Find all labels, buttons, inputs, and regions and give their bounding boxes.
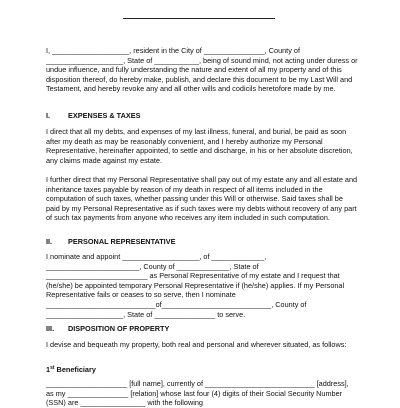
section-1-number: I. <box>46 111 51 120</box>
title-line <box>123 18 275 19</box>
beneficiary-label: Beneficiary <box>54 365 96 374</box>
section-3-text-1: I devise and bequeath my property, both real and personal and wherever situated, as follows: <box>46 340 347 349</box>
intro-paragraph <box>46 46 358 94</box>
section-3-heading <box>46 324 358 334</box>
section-3-paragraph-1 <box>46 340 358 350</box>
section-1-text-1: I direct that all my debts, and expenses of my last illness, funeral, and burial, be paid as soon after my death as may be reasonably convenient, and I hereby authorize my Personal Representative, hereinafter appointed, to settle and discharge, in his or her absolute discretion, any claims made against my estate. <box>46 127 353 165</box>
section-1-paragraph-2 <box>46 175 358 223</box>
section-3-title: DISPOSITION OF PROPERTY <box>68 324 170 333</box>
section-1-heading <box>46 111 358 121</box>
beneficiary-number: 1 <box>46 365 51 374</box>
beneficiary-text: ____________________ [full name], currently of ___________________________ [address], as my _______________ [relation] whose last four (4) digits of their Social Security Number (SSN) are ________________ with the following <box>46 379 349 408</box>
beneficiary-ordinal: st <box>50 365 55 371</box>
section-2-title: PERSONAL REPRESENTATIVE <box>68 237 176 246</box>
section-2-number: II. <box>46 237 53 246</box>
beneficiary-heading <box>46 364 358 375</box>
beneficiary-paragraph <box>46 379 358 408</box>
section-1-text-2: I further direct that my Personal Representative shall pay out of my estate any and all estate and inheritance taxes payable by reason of my death in respect of all items included in the computation of such taxes, whether passing under this Will or otherwise. Said taxes shall be paid by my Personal Representative as if such taxes were my debts without recovery of any part of such tax payments from anyone who receives any item included in such computation. <box>46 175 358 223</box>
section-2-heading <box>46 237 358 247</box>
section-2-text-1: I nominate and appoint ___________________, of _____________, _______________________, County of _____________, State of _________________________ as Personal Representative of my estate and I request that (he/she) be appointed temporary Personal Representative if (he/she) applies. If my Personal Representative fails or ceases to so serve, then I nominate ___________________________of___________________________, County of ___________________, State of _______________ to serve. <box>46 252 345 319</box>
section-2-paragraph-1 <box>46 252 358 319</box>
section-3-number: III. <box>46 324 55 333</box>
section-1-paragraph-1 <box>46 127 358 165</box>
intro-text: I, ___________________, resident in the City of _______________, County of ___________________, State of ___________, being of sound mind, not acting under duress or undue influence, and fully understanding the nature and extent of all my property and of this disposition thereof, do hereby make, publish, and declare this document to be my Last Will and Testament, and hereby revoke any and all other wills and codicils heretofore made by me. <box>46 46 358 94</box>
section-1-title: EXPENSES & TAXES <box>68 111 141 120</box>
